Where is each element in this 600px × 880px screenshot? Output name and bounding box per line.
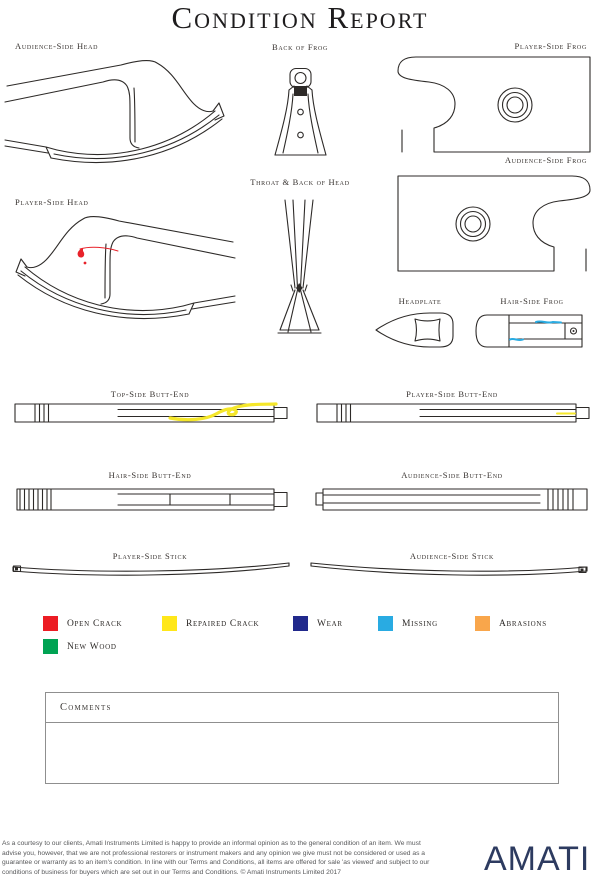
legend-label-abrasions: Abrasions	[499, 618, 547, 629]
audience-side-frog-diagram	[396, 174, 592, 274]
legend-item-wear	[293, 616, 343, 631]
legend-item-abrasions	[475, 616, 547, 631]
audience-side-head-diagram	[5, 54, 225, 174]
legend-item-new-wood	[43, 639, 117, 654]
throat-back-of-head-diagram	[267, 184, 333, 336]
top-side-butt-end-diagram	[12, 399, 290, 427]
open-crack-mark	[84, 262, 87, 265]
comments-label: Comments	[60, 702, 112, 713]
player-side-head-diagram	[10, 210, 235, 332]
legend-label-missing: Missing	[402, 618, 438, 629]
wear-swatch	[293, 616, 308, 631]
open-crack-mark	[78, 248, 85, 258]
repaired-crack-mark	[170, 404, 276, 420]
label-player-side-head: Player-Side Head	[15, 197, 89, 207]
player-side-butt-end-diagram	[314, 399, 592, 427]
legend-label-new-wood: New Wood	[67, 641, 117, 652]
hair-side-frog-diagram	[472, 312, 586, 350]
missing-swatch	[378, 616, 393, 631]
label-player-side-stick: Player-Side Stick	[112, 551, 188, 561]
repaired-crack-swatch	[162, 616, 177, 631]
legend-item-repaired-crack	[162, 616, 259, 631]
amati-logo: AMATI	[484, 840, 591, 878]
label-hair-side-butt-end: Hair-Side Butt-End	[108, 470, 192, 480]
label-top-side-butt-end: Top-Side Butt-End	[110, 389, 190, 399]
legend-label-wear: Wear	[317, 618, 343, 629]
legend-label-repaired-crack: Repaired Crack	[186, 618, 260, 629]
player-side-stick-diagram	[10, 560, 292, 582]
disclaimer-text: As a courtesy to our clients, Amati Instruments Limited is happy to provide an informal opinion as to the general condition of an item. We must advise you, however, that we are not professional restorers or instrument makers and any opinion we give must not be considered or used as a guarantee or warranty as to an item's condition. In line with our Terms and Conditions, all items are offered for sale 'as viewed' and subject to our conditions of business for buyers which are set out in our Terms and Conditions. © Amati Instruments Limited 2017	[2, 840, 430, 876]
legend-item-open-crack	[43, 616, 122, 631]
legend-item-missing	[378, 616, 438, 631]
comments-input-area[interactable]	[46, 723, 558, 783]
label-headplate: Headplate	[398, 296, 442, 306]
open-crack-mark	[80, 247, 118, 251]
back-of-frog-diagram	[271, 67, 329, 163]
label-audience-side-stick: Audience-Side Stick	[409, 551, 495, 561]
label-throat-back-of-head: Throat & Back of Head	[250, 177, 350, 187]
abrasions-swatch	[475, 616, 490, 631]
open-crack-swatch	[43, 616, 58, 631]
comments-header	[46, 693, 558, 723]
audience-side-stick-diagram	[308, 560, 590, 582]
legend-label-open-crack: Open Crack	[67, 618, 123, 629]
player-side-frog-diagram	[396, 55, 592, 155]
label-player-side-butt-end: Player-Side Butt-End	[406, 389, 498, 399]
label-audience-side-head: Audience-Side Head	[15, 41, 99, 51]
audience-side-butt-end-diagram	[314, 483, 592, 513]
missing-mark	[510, 339, 523, 340]
hair-side-butt-end-diagram	[12, 483, 290, 513]
label-audience-side-butt-end: Audience-Side Butt-End	[401, 470, 503, 480]
new-wood-swatch	[43, 639, 58, 654]
headplate-diagram	[374, 308, 460, 352]
comments-box	[45, 692, 559, 784]
label-player-side-frog: Player-Side Frog	[514, 41, 587, 51]
page-title: Condition Report	[171, 0, 429, 35]
label-back-of-frog: Back of Frog	[271, 42, 329, 52]
missing-mark	[536, 321, 561, 322]
label-hair-side-frog: Hair-Side Frog	[500, 296, 564, 306]
label-audience-side-frog: Audience-Side Frog	[504, 155, 587, 165]
